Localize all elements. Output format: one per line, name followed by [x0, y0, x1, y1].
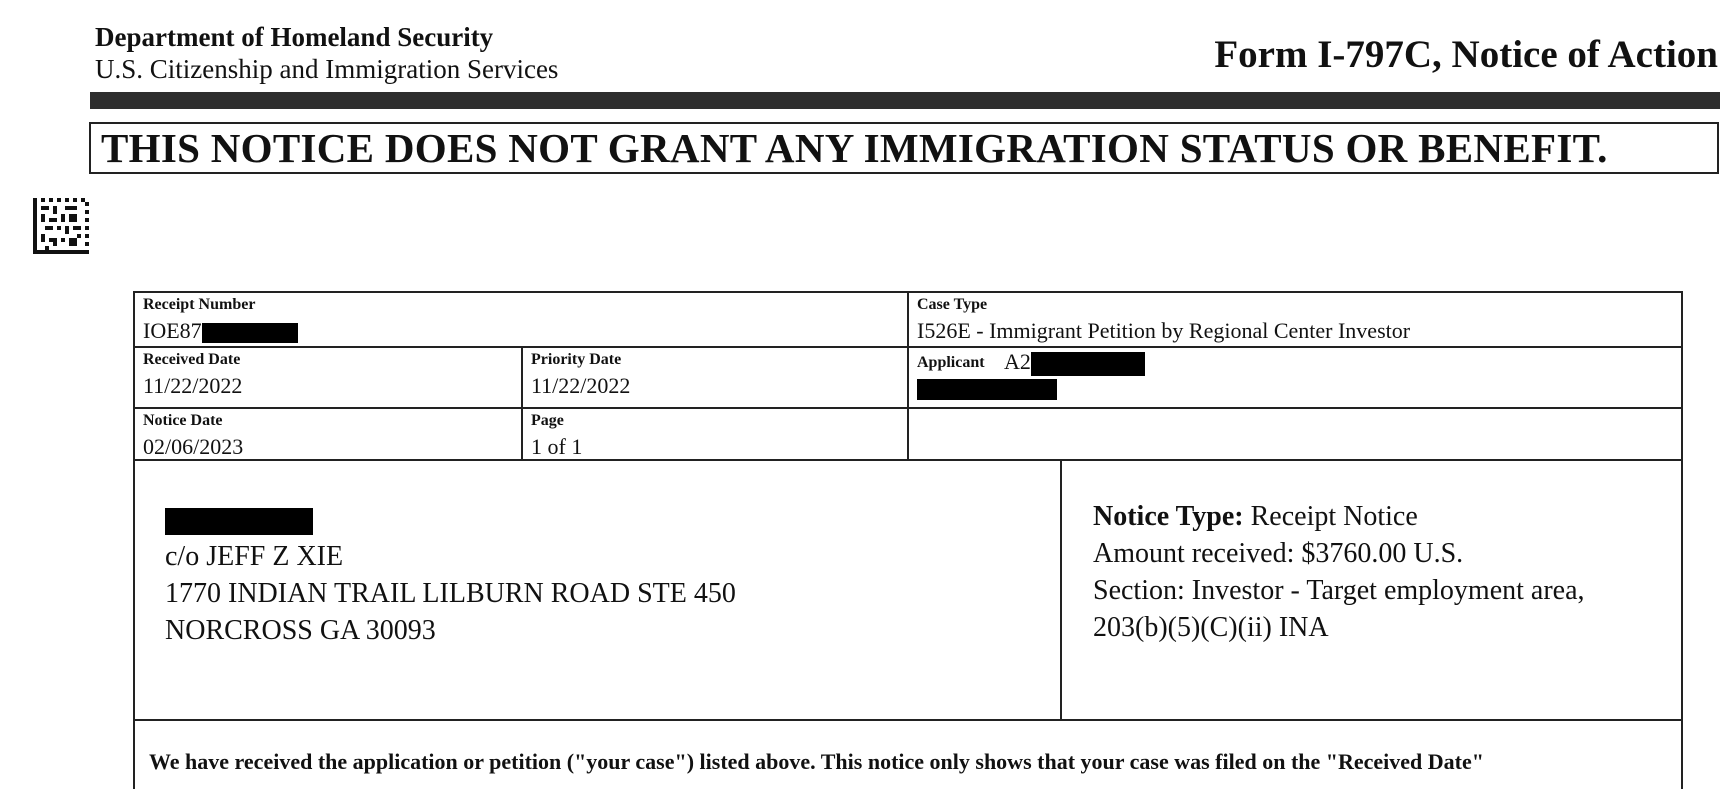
- notice-date-cell: [135, 409, 521, 461]
- street-line: 1770 INDIAN TRAIL LILBURN ROAD STE 450: [165, 578, 736, 609]
- receipt-number-label: Receipt Number: [143, 296, 256, 313]
- applicant-name-redaction: [917, 379, 1057, 400]
- section-line: Section: Investor - Target employment area,: [1093, 575, 1585, 606]
- case-type-cell: [909, 293, 1683, 346]
- page-cell: [523, 409, 907, 461]
- notice-type-line: [1093, 498, 1585, 535]
- receipt-number-value: [143, 318, 298, 344]
- notice-body-text: We have received the application or petition ("your case") listed above. This notice only shows that your case was filed on the "Received Date": [149, 749, 1484, 774]
- header-rule: [90, 92, 1720, 109]
- received-date-label: Received Date: [143, 351, 241, 368]
- receipt-number-prefix: IOE87: [143, 318, 202, 343]
- case-type-label: Case Type: [917, 296, 988, 313]
- case-type-value: I526E - Immigrant Petition by Regional Center Investor: [917, 318, 1411, 343]
- notice-details: [1093, 498, 1585, 646]
- applicant-number: [1004, 349, 1145, 376]
- address-notice-section: [133, 459, 1683, 721]
- care-of-line: c/o JEFF Z XIE: [165, 541, 344, 572]
- page-label: Page: [531, 412, 564, 429]
- priority-date-value: 11/22/2022: [531, 373, 631, 398]
- notice-date-value: 02/06/2023: [143, 434, 244, 459]
- applicant-cell: [909, 348, 1683, 407]
- agency-name: Department of Homeland Security: [95, 22, 494, 52]
- notice-body-box: [133, 719, 1683, 789]
- status-disclaimer-banner: THIS NOTICE DOES NOT GRANT ANY IMMIGRATION STATUS OR BENEFIT.: [89, 122, 1719, 174]
- barcode-icon: [33, 198, 89, 254]
- applicant-label-text: Applicant: [917, 354, 985, 371]
- recipient-name-redaction: [165, 508, 313, 535]
- receipt-number-cell: [135, 293, 907, 346]
- amount-received-line: Amount received: $3760.00 U.S.: [1093, 538, 1464, 569]
- priority-date-cell: [523, 348, 907, 407]
- applicant-label: [917, 354, 985, 372]
- applicant-number-prefix: A2: [1004, 349, 1031, 374]
- mailing-address: [165, 501, 736, 649]
- agency-header: [95, 22, 558, 86]
- section-line-continued: 203(b)(5)(C)(ii) INA: [1093, 612, 1329, 643]
- notice-date-label: Notice Date: [143, 412, 223, 429]
- received-date-value: 11/22/2022: [143, 373, 243, 398]
- notice-type-value: Receipt Notice: [1250, 501, 1418, 532]
- priority-date-label: Priority Date: [531, 351, 622, 368]
- applicant-number-redaction: [1031, 352, 1145, 376]
- form-title: Form I-797C, Notice of Action: [1214, 33, 1718, 76]
- page-value: 1 of 1: [531, 434, 583, 459]
- case-info-grid: [133, 291, 1683, 461]
- received-date-cell: [135, 348, 521, 407]
- notice-type-label: Notice Type:: [1093, 501, 1244, 532]
- subagency-name: U.S. Citizenship and Immigration Services: [95, 53, 559, 84]
- receipt-number-redaction: [202, 323, 298, 343]
- city-state-zip-line: NORCROSS GA 30093: [165, 615, 436, 646]
- section-divider: [1060, 461, 1062, 719]
